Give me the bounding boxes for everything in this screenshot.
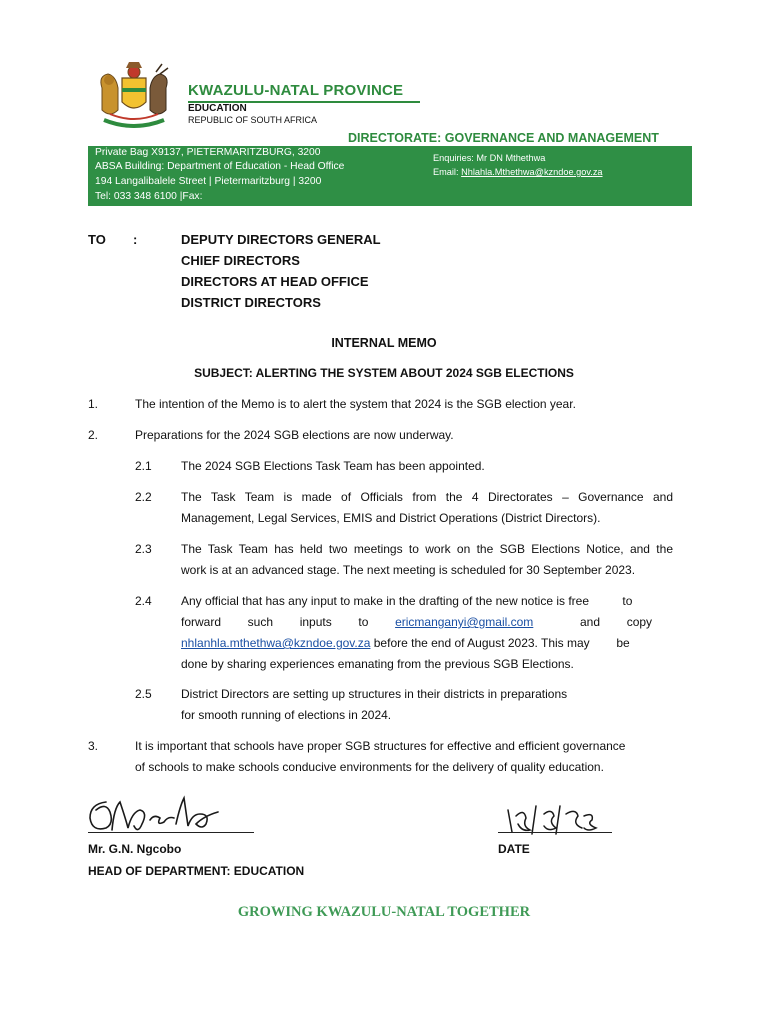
subitem-number: 2.3 [135,542,152,556]
recipient: DIRECTORS AT HEAD OFFICE [181,274,369,289]
recipient: CHIEF DIRECTORS [181,253,300,268]
subitem-text: for smooth running of elections in 2024. [181,708,392,722]
subitem-text: Management, Legal Services, EMIS and District Operations (District Directors). [181,511,601,525]
subitem-text: before the end of August 2023. This may be [370,636,630,650]
memo-title: INTERNAL MEMO [331,336,437,350]
subitem-text: forward such inputs to [181,615,369,629]
email-line [433,167,603,177]
subitem-number: 2.5 [135,687,152,701]
email-prefix: Email: [433,167,459,177]
item-text: Preparations for the 2024 SGB elections are now underway. [135,428,454,442]
address-banner [88,146,692,206]
date-line [498,832,612,833]
address-line: 194 Langalibalele Street | Pietermaritzburg | 3200 [95,176,322,187]
email-link[interactable]: nhlanhla.mthethwa@kzndoe.gov.za [181,636,371,650]
footer-slogan: GROWING KWAZULU-NATAL TOGETHER [237,904,531,920]
signature-line [88,832,254,833]
subitem-line [181,612,681,633]
province-title: KWAZULU-NATAL PROVINCE [188,82,404,99]
memo-subject: SUBJECT: ALERTING THE SYSTEM ABOUT 2024 SGB ELECTIONS [194,366,574,380]
handwritten-date [502,802,612,836]
address-line: Private Bag X9137, PIETERMARITZBURG, 3200 [95,147,321,158]
item-number: 1. [88,397,99,411]
department-name: EDUCATION [188,103,247,114]
subitem-line [181,633,681,654]
item-text: of schools to make schools conducive environments for the delivery of quality education. [135,760,604,774]
subitem-number: 2.4 [135,594,152,608]
recipient: DEPUTY DIRECTORS GENERAL [181,232,381,247]
country-name: REPUBLIC OF SOUTH AFRICA [188,115,318,125]
enquiries-text: Enquiries: Mr DN Mthethwa [433,153,546,163]
subitem-text: work is at an advanced stage. The next meeting is scheduled for 30 September 2023. [181,563,636,577]
subitem-text: and copy [580,615,653,629]
address-line: Tel: 033 348 6100 |Fax: [95,191,203,202]
subitem-text: Any official that has any input to make in the drafting of the new notice is free to [181,594,633,608]
subitem-text: The Task Team is made of Officials from the 4 Directorates – Governance and [181,490,673,504]
item-text: It is important that schools have proper SGB structures for effective and efficient governance [135,739,626,753]
subitem-number: 2.2 [135,490,152,504]
to-label: TO [88,232,106,247]
signer-role: HEAD OF DEPARTMENT: EDUCATION [88,864,305,878]
subitem-text: done by sharing experiences emanating from the previous SGB Elections. [181,657,574,671]
email-link[interactable]: Nhlahla.Mthethwa@kzndoe.gov.za [461,167,603,177]
address-line: ABSA Building: Department of Education - Head Office [95,161,345,172]
signer-name: Mr. G.N. Ngcobo [88,842,182,856]
subitem-text: The Task Team has held two meetings to work on the SGB Elections Notice, and the [181,542,673,556]
item-number: 2. [88,428,99,442]
email-link[interactable]: ericmanganyi@gmail.com [395,615,534,629]
item-text: The intention of the Memo is to alert the system that 2024 is the SGB election year. [135,397,576,411]
subitem-text: District Directors are setting up structures in their districts in preparations [181,687,568,701]
recipient: DISTRICT DIRECTORS [181,295,321,310]
subitem-number: 2.1 [135,459,152,473]
provincial-coat-of-arms [92,58,176,134]
date-label: DATE [498,842,530,856]
item-number: 3. [88,739,99,753]
to-colon: : [133,232,138,247]
directorate-title: DIRECTORATE: GOVERNANCE AND MANAGEMENT [348,131,659,145]
subitem-text: The 2024 SGB Elections Task Team has been appointed. [181,459,485,473]
